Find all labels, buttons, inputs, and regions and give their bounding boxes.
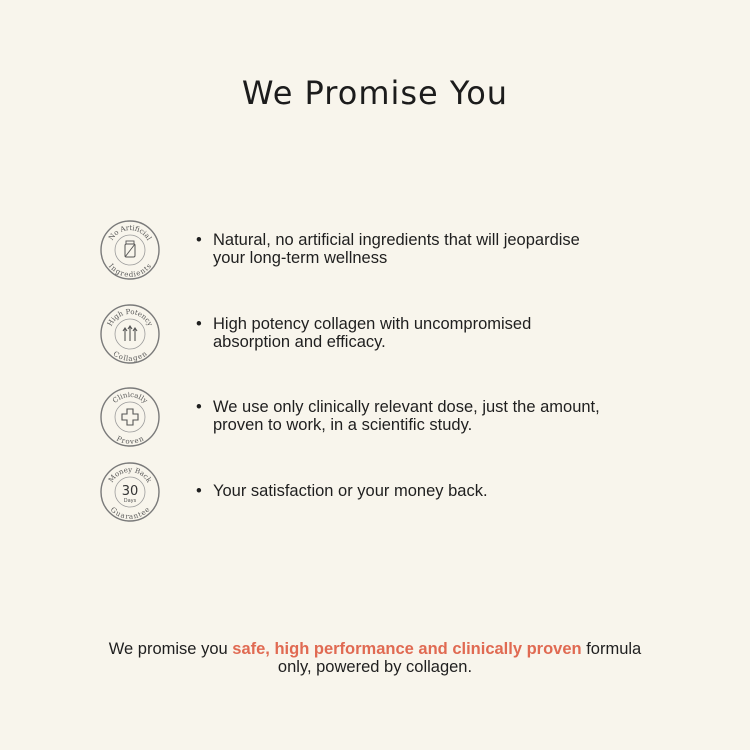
badge-number-unit: Days [123, 498, 137, 504]
promise-item-clinically-proven [98, 385, 658, 449]
up-arrows-icon [98, 302, 162, 366]
bullet: • [196, 315, 202, 333]
promise-text-line-2: your long-term wellness [213, 249, 388, 267]
high-potency-collagen-badge [98, 302, 162, 366]
money-back-guarantee-badge [98, 460, 162, 524]
footer-highlight: safe, high performance and clinically proven [232, 640, 582, 658]
bullet: • [196, 231, 202, 249]
promise-text-line-1: Natural, no artificial ingredients that will jeopardise [213, 231, 580, 249]
promise-text [213, 231, 653, 267]
clinically-proven-badge [98, 385, 162, 449]
bullet: • [196, 482, 202, 500]
promise-text-line-1: We use only clinically relevant dose, just the amount, [213, 398, 600, 416]
svg-text:Clinically [111, 391, 149, 405]
promise-text [213, 315, 653, 351]
promise-text-line-1: High potency collagen with uncompromised [213, 315, 532, 333]
badge-top-text: No Artificial [107, 223, 153, 242]
promise-text-line-2: proven to work, in a scientific study. [213, 416, 473, 434]
badge-top-text: Money Back [107, 465, 153, 485]
footer-suffix: formula [581, 640, 642, 658]
badge-top-text: Clinically [111, 390, 149, 405]
bullet: • [196, 398, 202, 416]
svg-text:Guarantee [109, 506, 152, 521]
badge-bottom-text: Collagen [111, 349, 149, 363]
footer-line-1 [0, 640, 750, 658]
promise-item-money-back [98, 460, 658, 524]
promise-text [213, 482, 653, 500]
promise-text [213, 398, 653, 434]
footer-line-2: only, powered by collagen. [277, 658, 473, 676]
promise-item-no-artificial [98, 218, 658, 282]
badge-number: 30 [121, 484, 139, 499]
badge-bottom-text: Proven [115, 434, 145, 446]
no-artificial-ingredients-badge [98, 218, 162, 282]
promise-text-line-2: absorption and efficacy. [213, 333, 386, 351]
promise-text-line-1: Your satisfaction or your money back. [213, 482, 488, 500]
jar-icon [98, 218, 162, 282]
footer-statement [0, 640, 750, 676]
thirty-days-icon [98, 460, 162, 524]
badge-top-text: High Potency [105, 307, 155, 328]
svg-text:Ingredients [107, 262, 153, 279]
medical-cross-icon [98, 385, 162, 449]
badge-bottom-text: Guarantee [108, 505, 152, 521]
svg-text:Collagen [112, 349, 149, 362]
badge-bottom-text: Ingredients [106, 262, 153, 279]
promise-item-high-potency [98, 302, 658, 366]
page-title: We Promise You [241, 74, 509, 112]
footer-prefix: We promise you [108, 640, 233, 658]
